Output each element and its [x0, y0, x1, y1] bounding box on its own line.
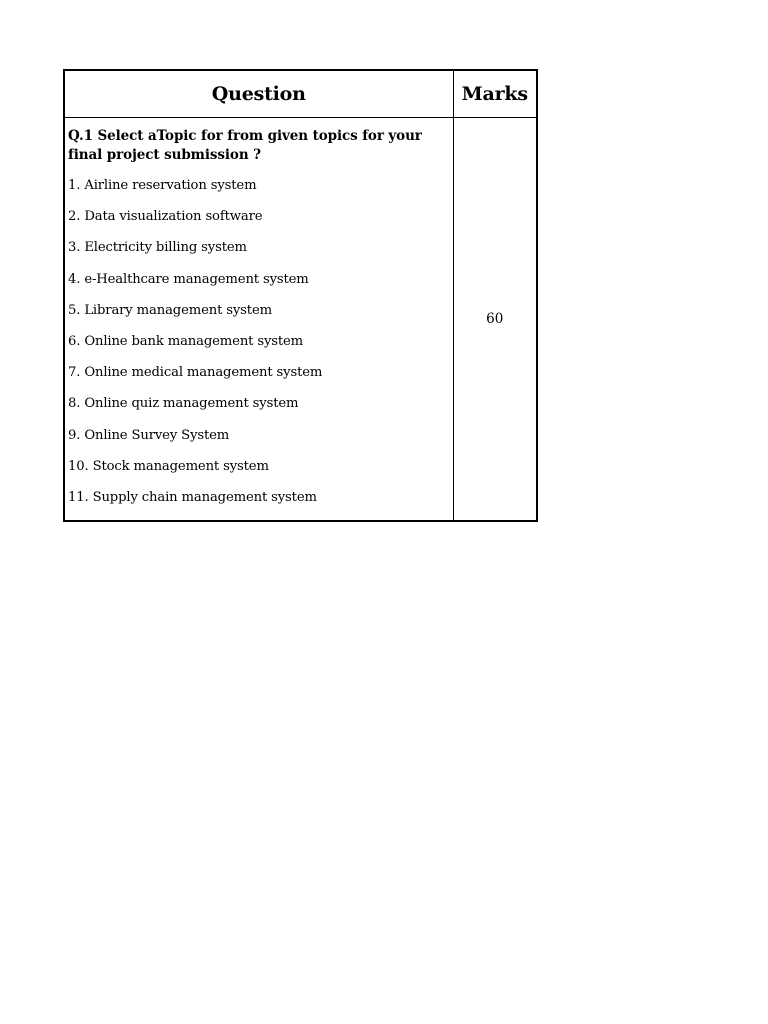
list-item: 1. Airline reservation system [68, 178, 257, 193]
list-item: 10. Stock management system [68, 458, 269, 474]
list-item: 5. Library management system [68, 302, 272, 318]
table-header-row [64, 70, 537, 118]
question-marks-table [63, 69, 538, 522]
list-item: 8. Online quiz management system [68, 396, 299, 412]
list-item: 9. Online Survey System [68, 427, 230, 443]
list-item: 7. Online medical management system [68, 365, 323, 381]
list-item: 6. Online bank management system [68, 333, 304, 349]
topic-options-list [65, 177, 453, 520]
list-item: 3. Electricity billing system [68, 240, 247, 256]
list-item: 11. Supply chain management system [68, 489, 317, 505]
question-column-header: Question [64, 70, 453, 118]
marks-column-header: Marks [453, 70, 537, 118]
list-item: 4. e-Healthcare management system [68, 271, 309, 287]
table-row [64, 118, 537, 522]
list-item: 2. Data visualization software [68, 209, 263, 225]
question-cell [64, 118, 453, 522]
marks-value: 60 [453, 118, 537, 522]
question-text: Q.1 Select aTopic for from given topics for your final project submission ? [68, 128, 422, 163]
